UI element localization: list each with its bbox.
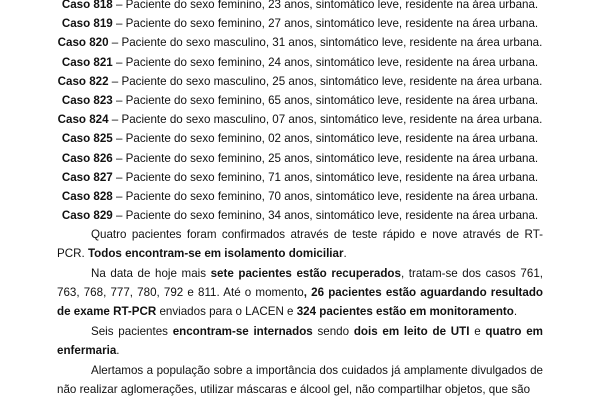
- paragraph-recovered: [57, 264, 543, 322]
- case-separator: –: [115, 151, 123, 165]
- case-separator: –: [115, 209, 123, 223]
- case-separator: –: [115, 0, 123, 11]
- case-description: Paciente do sexo feminino, 24 anos, sintomático leve, residente na área urbana.: [125, 55, 539, 69]
- paragraph-confirmations: [57, 225, 543, 263]
- case-description: Paciente do sexo feminino, 65 anos, sintomático leve, residente na área urbana.: [125, 93, 539, 107]
- case-line: [0, 53, 600, 72]
- paragraph-bold: quatro em enfermaria: [57, 325, 543, 358]
- case-id: Caso 819: [61, 17, 113, 31]
- case-description: Paciente do sexo feminino, 02 anos, sintomático leve, residente na área urbana.: [125, 132, 539, 146]
- case-separator: –: [115, 93, 123, 107]
- case-id: Caso 823: [61, 93, 113, 107]
- case-line: [0, 110, 600, 129]
- case-id: Caso 820: [57, 36, 109, 50]
- case-separator: –: [111, 36, 119, 50]
- case-separator: –: [115, 55, 123, 69]
- case-separator: –: [115, 189, 123, 203]
- paragraph-bold: dois em leito de UTI: [353, 325, 470, 338]
- case-line: [0, 129, 600, 148]
- paragraph-text: , tratam-se dos casos 761, 763, 768, 777, 780, 792 e 811. Até o momento: [57, 267, 543, 300]
- case-description: Paciente do sexo feminino, 70 anos, sintomático leve, residente na área urbana.: [125, 189, 539, 203]
- case-id: Caso 825: [61, 132, 113, 146]
- paragraph-text: .: [116, 344, 120, 358]
- paragraph-text: sendo: [312, 325, 354, 338]
- case-id: Caso 829: [61, 209, 113, 223]
- paragraph-text: enviados para o LACEN e: [156, 305, 297, 319]
- paragraph-text: Seis pacientes: [91, 325, 173, 338]
- case-line: [0, 168, 600, 187]
- case-line: [0, 187, 600, 206]
- paragraph-text: .: [343, 247, 347, 261]
- case-description: Paciente do sexo feminino, 71 anos, sintomático leve, residente na área urbana.: [125, 170, 539, 184]
- case-description: Paciente do sexo masculino, 31 anos, sintomático leve, residente na área urbana.: [121, 36, 543, 50]
- case-id: Caso 828: [61, 189, 113, 203]
- paragraph-bold: , 26 pacientes estão aguardando resultado de exame RT-PCR: [57, 286, 543, 319]
- case-line: [0, 72, 600, 91]
- paragraph-bold: sete pacientes estão recuperados: [210, 267, 401, 280]
- case-separator: –: [115, 170, 123, 184]
- case-separator: –: [115, 17, 123, 31]
- case-line: [0, 33, 600, 52]
- paragraph-text: Alertamos a população sobre a importância dos cuidados já amplamente divulgados de não realizar aglomerações, utilizar máscaras e álcool gel, não compartilhar objetos, que são: [57, 364, 543, 397]
- case-line: [0, 0, 600, 14]
- case-id: Caso 826: [61, 151, 113, 165]
- case-description: Paciente do sexo feminino, 23 anos, sintomático leve, residente na área urbana.: [125, 0, 539, 11]
- case-separator: –: [115, 132, 123, 146]
- case-id: Caso 821: [61, 55, 113, 69]
- case-description: Paciente do sexo feminino, 25 anos, sintomático leve, residente na área urbana.: [125, 151, 539, 165]
- case-description: Paciente do sexo masculino, 25 anos, sintomático leve, residente na área urbana.: [121, 74, 543, 88]
- paragraph-hospitalized: [57, 322, 543, 360]
- paragraph-bold: Todos encontram-se em isolamento domiciliar: [87, 247, 344, 261]
- case-description: Paciente do sexo masculino, 07 anos, sintomático leve, residente na área urbana.: [121, 113, 543, 127]
- case-separator: –: [111, 74, 119, 88]
- paragraph-bold: encontram-se internados: [172, 325, 313, 338]
- paragraph-text: .: [513, 305, 518, 319]
- case-line: [0, 206, 600, 225]
- case-line: [0, 149, 600, 168]
- case-line: [0, 91, 600, 110]
- paragraph-text: Quatro pacientes foram confirmados através de teste rápido e nove através de RT-PCR.: [57, 228, 543, 261]
- paragraph-bold: 324 pacientes estão em monitoramento: [296, 305, 514, 319]
- case-description: Paciente do sexo feminino, 27 anos, sintomático leve, residente na área urbana.: [125, 17, 539, 31]
- case-id: Caso 822: [57, 74, 109, 88]
- case-separator: –: [111, 113, 119, 127]
- case-line: [0, 14, 600, 33]
- case-id: Caso 818: [61, 0, 113, 11]
- case-description: Paciente do sexo feminino, 34 anos, sintomático leve, residente na área urbana.: [125, 209, 539, 223]
- case-id: Caso 824: [57, 113, 109, 127]
- case-id: Caso 827: [61, 170, 113, 184]
- paragraph-text: Na data de hoje mais: [91, 267, 211, 280]
- paragraph-text: e: [469, 325, 486, 338]
- paragraph-alert: [57, 361, 543, 399]
